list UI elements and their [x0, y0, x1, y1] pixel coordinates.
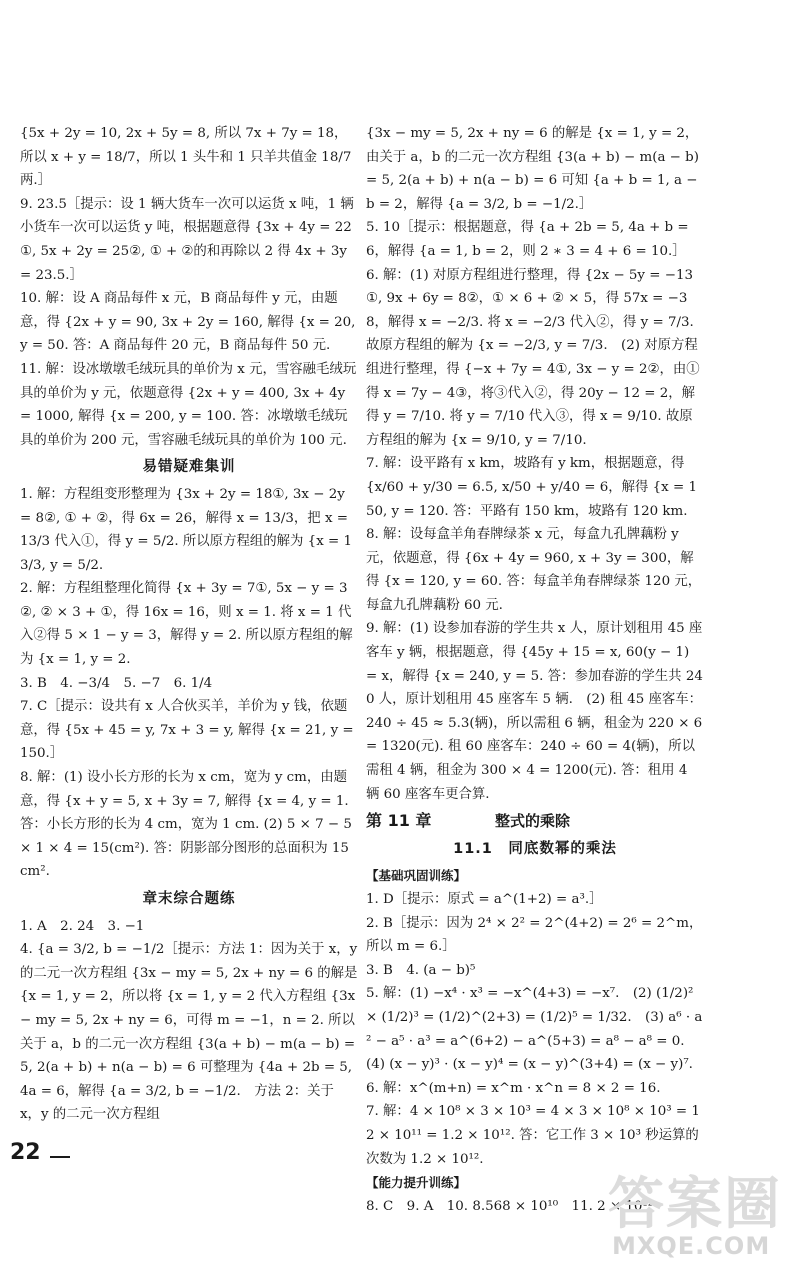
answer-paragraph: 10. 解：设 A 商品每件 x 元，B 商品每件 y 元，由题意，得 {2x + y = 90, 3x + 2y = 160, 解得 {x = 20, y = 50. 答：A 商品每件 20 元，B 商品每件 50 元.	[20, 291, 356, 354]
section-title: 章末综合题练	[142, 891, 236, 907]
advanced-training-label: 【能力提升训练】	[366, 1175, 467, 1191]
page-number-rule	[50, 1156, 70, 1158]
answer-paragraph: 3. B 4. −3/4 5. −7 6. 1/4	[20, 675, 213, 691]
chapter-name: 整式的乘除	[495, 812, 571, 831]
right-column	[366, 122, 704, 1218]
answer-paragraph: 9. 解：(1) 设参加春游的学生共 x 人，原计划租用 45 座客车 y 辆，根据题意，得 {45y + 15 = x, 60(y − 1) = x，解得 {x = 240, y = 5. 答：参加春游的学生共 240 人，原计划租用 45 座客车 5 辆. (2) 租 45 座客车：240 ÷ 45 ≈ 5.3(辆)，所以需租 6 辆，租金为 220 × 6 = 1320(元). 租 60 座客车：240 ÷ 60 = 4(辆)，所以需租 4 辆，租金为 300 × 4 = 1200(元). 答：租用 4 辆 60 座客车更合算.	[366, 621, 703, 802]
answer-paragraph: 11. 解：设冰墩墩毛绒玩具的单价为 x 元，雪容融毛绒玩具的单价为 y 元，依题意得 {2x + y = 400, 3x + 4y = 1000, 解得 {x = 200, y = 100. 答：冰墩墩毛绒玩具的单价为 200 元，雪容融毛绒玩具的单价为 100 元.	[20, 361, 357, 448]
answer-paragraph: 5. 10［提示：根据题意，得 {a + 2b = 5, 4a + b = 6，解得 {a = 1, b = 2，则 2 ∗ 3 = 4 + 6 = 10.］	[366, 220, 689, 259]
answer-paragraph: 4. {a = 3/2, b = −1/2［提示：方法 1：因为关于 x，y 的二元一次方程组 {3x − my = 5, 2x + ny = 6 的解是 {x = 1, y = 2，所以将 {x = 1, y = 2 代入方程组 {3x − my = 5, 2x + ny = 6，可得 m = −1，n = 2. 所以关于 a，b 的二元一次方程组 {3(a + b) − m(a − b) = 5, 2(a + b) + n(a − b) = 6 可整理为 {4a + 2b = 5, 4a = 6，解得 {a = 3/2, b = −1/2. 方法 2：关于 x，y 的二元一次方程组	[20, 942, 358, 1123]
chapter-heading	[366, 809, 704, 834]
answer-paragraph: 8. 解：设每盒羊角春牌绿茶 x 元，每盒九孔牌藕粉 y 元，依题意，得 {6x + 4y = 960, x + 3y = 300，解得 {x = 120, y = 60. 答：每盒羊角春牌绿茶 120 元，每盒九孔牌藕粉 60 元.	[366, 527, 702, 613]
answer-paragraph: 1. A 2. 24 3. −1	[20, 918, 145, 934]
answer-paragraph: 7. 解：设平路有 x km，坡路有 y km，根据题意，得 {x/60 + y/30 = 6.5, x/50 + y/40 = 6，解得 {x = 150, y = 120. 答：平路有 150 km，坡路有 120 km.	[366, 456, 697, 519]
left-column	[20, 122, 358, 1127]
answer-paragraph: 9. 23.5［提示：设 1 辆大货车一次可以运货 x 吨，1 辆小货车一次可以运货 y 吨，根据题意得 {3x + 4y = 22①, 5x + 2y = 25②, ① + ②的和再除以 2 得 4x + 3y = 23.5.］	[20, 196, 354, 283]
answer-paragraph: 7. C［提示：设共有 x 人合伙买羊，羊价为 y 钱，依题意，得 {5x + 45 = y, 7x + 3 = y, 解得 {x = 21, y = 150.］	[20, 699, 354, 762]
answer-paragraph: {5x + 2y = 10, 2x + 5y = 8, 所以 7x + 7y = 18，所以 x + y = 18/7，所以 1 头牛和 1 只羊共值金 18/7 两.］	[20, 126, 352, 189]
answer-paragraph: 2. 解：方程组整理化简得 {x + 3y = 7①, 5x − y = 3②, ② × 3 + ①，得 16x = 16，则 x = 1. 将 x = 1 代入②得 5 × 1 − y = 3，解得 y = 2. 所以原方程组的解为 {x = 1, y = 2.	[20, 581, 353, 668]
answer-paragraph: 8. 解：(1) 设小长方形的长为 x cm，宽为 y cm，由题意，得 {x + y = 5, x + 3y = 7, 解得 {x = 4, y = 1. 答：小长方形的长为 4 cm，宽为 1 cm. (2) 5 × 7 − 5 × 1 × 4 = 15(cm²). 答：阴影部分图形的总面积为 15 cm².	[20, 770, 352, 880]
answer-paragraph: 6. 解：(1) 对原方程组进行整理，得 {2x − 5y = −13①, 9x + 6y = 8②，① × 6 + ② × 5，得 57x = −38，解得 x = −2/3. 将 x = −2/3 代入②，得 y = 7/3. 故原方程组的解为 {x = −2/3, y = 7/3. (2) 对原方程组进行整理，得 {−x + 7y = 4①, 3x − y = 2②，由①得 x = 7y − 4③，将③代入②，得 20y − 12 = 2，解得 y = 7/10. 将 y = 7/10 代入③，得 x = 9/10. 故原方程组的解为 {x = 9/10, y = 7/10.	[366, 267, 700, 448]
answer-paragraph: {3x − my = 5, 2x + ny = 6 的解是 {x = 1, y = 2，由关于 a，b 的二元一次方程组 {3(a + b) − m(a − b) = 5, 2(a + b) + n(a − b) = 6 可知 {a + b = 1, a − b = 2，解得 {a = 3/2, b = −1/2.］	[366, 126, 699, 212]
section-title: 易错疑难集训	[142, 459, 236, 476]
chapter-label: 第 11 章	[366, 811, 432, 831]
answer-paragraph: 7. 解：4 × 10⁸ × 3 × 10³ = 4 × 3 × 10⁸ × 10³ = 12 × 10¹¹ = 1.2 × 10¹². 答：它工作 3 × 10³ 秒运算的次数为 1.2 × 10¹².	[366, 1104, 700, 1167]
basic-training-label: 【基础巩固训练】	[366, 868, 467, 884]
answer-paragraph: 1. D［提示：原式 = a^(1+2) = a³.］	[366, 892, 603, 907]
watermark-url: MXQE.COM	[612, 1232, 771, 1260]
answer-paragraph: 2. B［提示：因为 2⁴ × 2² = 2^(4+2) = 2⁶ = 2^m，所以 m = 6.］	[366, 915, 703, 955]
page-number: 22	[10, 1140, 41, 1165]
answer-paragraph: 3. B 4. (a − b)⁵	[366, 962, 476, 978]
answer-paragraph: 8. C 9. A 10. 8.568 × 10¹⁰ 11. 2 × 10¹²	[366, 1198, 654, 1214]
answer-paragraph: 5. 解：(1) −x⁴ · x³ = −x^(4+3) = −x⁷. (2) (1/2)² × (1/2)³ = (1/2)^(2+3) = (1/2)⁵ = 1/32. (3) a⁶ · a² − a⁵ · a³ = a^(6+2) − a^(5+3) = a⁸ − a⁸ = 0. (4) (x − y)³ · (x − y)⁴ = (x − y)^(3+4) = (x − y)⁷.	[366, 986, 703, 1073]
answer-paragraph: 6. 解：x^(m+n) = x^m · x^n = 8 × 2 = 16.	[366, 1080, 661, 1096]
answer-paragraph: 1. 解：方程组变形整理为 {3x + 2y = 18①, 3x − 2y = 8②, ① + ②，得 6x = 26，解得 x = 13/3，把 x = 13/3 代入①，得 y = 5/2. 所以原方程组的解为 {x = 13/3, y = 5/2.	[20, 486, 352, 573]
subsection-title: 11.1 同底数幂的乘法	[453, 840, 617, 857]
watermark-logo: 答案圈	[608, 1172, 782, 1237]
